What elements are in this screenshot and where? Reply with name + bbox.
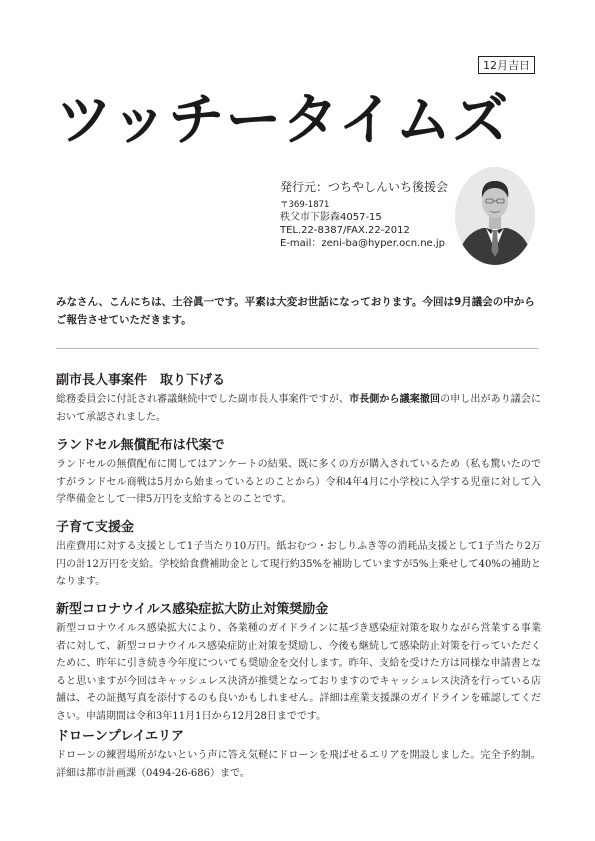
article-covid-incentive [56,600,541,726]
masthead-title: ツッチータイムズ [56,87,510,153]
article-deputy-mayor [56,371,541,426]
article-title: 子育て支援金 [56,520,135,535]
publisher-address: 秩父市下影森4057-15 [280,212,382,223]
publisher-phone-fax: TEL.22-8387/FAX.22-2012 [280,225,410,236]
greeting-text: みなさん、こんにちは、土谷眞一です。平素は大変お世話になっております。今回は9月議会の中からご報告させていただきます。 [56,296,535,326]
article-body-text: の申し出があり議会において承認されました。 [56,394,542,423]
article-drone-area [56,727,541,782]
article-body: ドローンの練習場所がないという声に答え気軽にドローンを飛ばせるエリアを開設しました。完全予約制。詳細は都市計画課（0494-26-686）まで。 [56,750,541,779]
article-title: ランドセル無償配布は代案で [56,438,225,453]
issue-date-badge: 12月吉日 [478,56,535,74]
article-body: 出産費用に対する支援として1子当たり10万円。紙おむつ・おしりふき等の消耗品支援として1子当たり2万円の計12万円を支給。学校給食費補助金として現行約35%を補助していますが5%上乗せして40%の補助となります。 [56,541,541,588]
article-body: ランドセルの無償配布に関してはアンケートの結果、既に多くの方が購入されているため（私も驚いたのですがランドセル商戦は5月から始まっているとのことから）令和4年4月に小学校に入学する児童に対して入学準備金として一律5万円を支給するとのことです。 [56,459,541,506]
section-divider [56,348,539,349]
article-title: ドローンプレイエリア [56,729,185,744]
publisher-info [280,178,455,250]
author-portrait-image [455,167,535,265]
article-body [56,391,541,426]
article-childcare-support [56,518,541,591]
article-randoseru [56,436,541,509]
article-body: 新型コロナウイルス感染拡大により、各業種のガイドラインに基づき感染症対策を取りながら営業する事業者に対して、新型コロナウイルス感染症防止対策を奨励し、今後も継続して感染防止対策を行っていただくために、昨年に引き続き今年度についても奨励金を交付します。昨年、支給を受けた方は同様な申請書となると思いますが今回はキャッシュレス決済が推奨となっておりますのでキャッシュレス決済を行っている店舗は、その証拠写真を添付するのも良いかもしれません。詳細は産業支援課のガイドラインを確認してください。申請期間は令和3年11月1日から12月28日までです。 [56,623,541,722]
author-portrait [455,167,535,265]
publisher-postal-code: 〒369-1871 [280,200,330,210]
publisher-name: 発行元：つちやしんいち後援会 [280,180,449,194]
publisher-email: E-mail：zeni-ba@hyper.ocn.ne.jp [280,238,446,249]
article-body-text: 総務委員会に付託され審議継続中でした副市長人事案件ですが、 [56,394,350,405]
article-title: 新型コロナウイルス感染症拡大防止対策奨励金 [56,602,329,617]
article-title: 副市長人事案件 取り下げる [56,373,226,388]
article-body-emphasis: 市長側から議案撤回 [349,394,441,405]
